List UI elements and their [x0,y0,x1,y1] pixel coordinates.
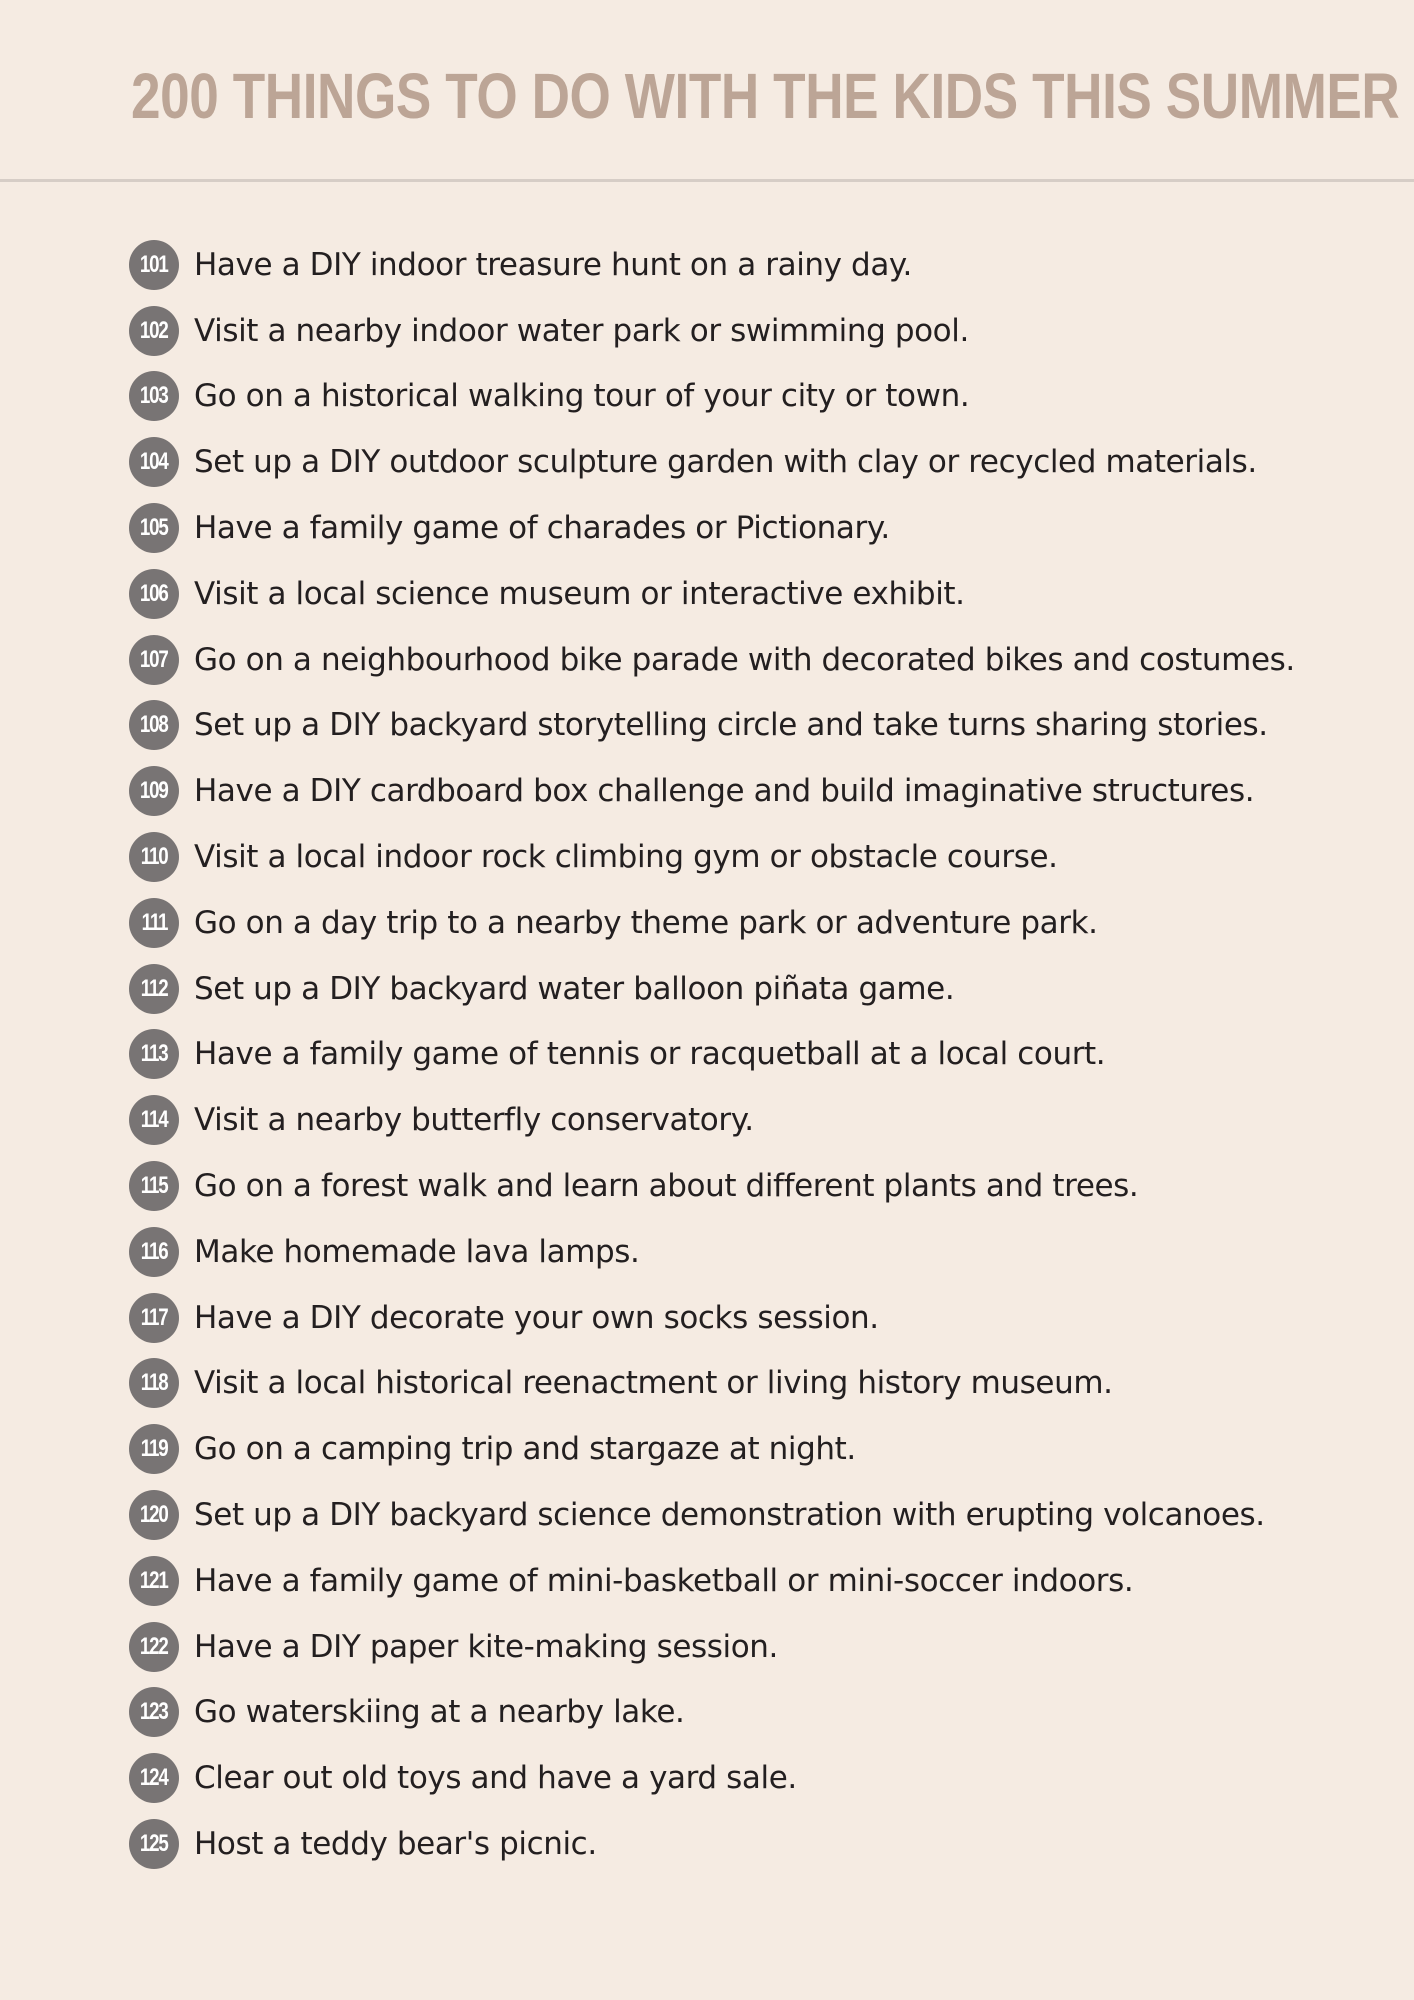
item-text: Have a DIY cardboard box challenge and build imaginative structures. [194,773,1255,810]
list-item [129,495,1295,561]
list-item [129,429,1295,495]
item-text: Have a family game of charades or Pictionary. [194,510,890,547]
list-item [129,693,1295,759]
item-number: 118 [140,1369,168,1397]
list-item [129,1351,1295,1417]
item-text: Go on a camping trip and stargaze at night. [194,1431,856,1468]
number-badge [129,1227,179,1277]
page-title: 200 THINGS TO DO WITH THE KIDS THIS SUMMER [131,60,1400,132]
item-text: Go on a historical walking tour of your city or town. [194,378,970,415]
item-number: 108 [140,711,168,739]
item-text: Visit a nearby indoor water park or swimming pool. [194,312,969,349]
list-item [129,824,1295,890]
item-number: 125 [140,1830,168,1858]
item-text: Host a teddy bear's picnic. [194,1826,597,1863]
list-item [129,561,1295,627]
item-number: 122 [140,1632,168,1660]
number-badge [129,635,179,685]
list-item [129,1285,1295,1351]
item-text: Set up a DIY backyard storytelling circle and take turns sharing stories. [194,707,1268,744]
item-text: Have a family game of tennis or racquetball at a local court. [194,1036,1106,1073]
item-text: Have a family game of mini-basketball or mini-soccer indoors. [194,1562,1134,1599]
item-text: Go on a neighbourhood bike parade with decorated bikes and costumes. [194,641,1295,678]
list-item [129,627,1295,693]
item-number: 116 [140,1237,168,1265]
item-number: 106 [140,579,168,607]
item-text: Set up a DIY outdoor sculpture garden with clay or recycled materials. [194,444,1257,481]
item-text: Set up a DIY backyard science demonstration with erupting volcanoes. [194,1497,1265,1534]
number-badge [129,503,179,553]
item-text: Visit a local science museum or interactive exhibit. [194,575,965,612]
item-number: 103 [140,382,168,410]
item-number: 110 [140,843,168,871]
list-item [129,1811,1295,1877]
list-item [129,1087,1295,1153]
number-badge [129,1490,179,1540]
header-divider [0,179,1414,182]
list-item [129,1680,1295,1746]
list-item [129,298,1295,364]
number-badge [129,1819,179,1869]
list-item [129,1153,1295,1219]
list-item [129,956,1295,1022]
item-number: 104 [140,448,168,476]
item-number: 123 [140,1698,168,1726]
item-number: 109 [140,777,168,805]
list-item [129,1416,1295,1482]
number-badge [129,1161,179,1211]
item-text: Go on a forest walk and learn about different plants and trees. [194,1168,1139,1205]
number-badge [129,832,179,882]
list-item [129,232,1295,298]
number-badge [129,1753,179,1803]
item-number: 119 [140,1435,168,1463]
number-badge [129,1556,179,1606]
item-number: 121 [140,1566,168,1594]
item-number: 101 [140,250,168,278]
item-number: 107 [140,645,168,673]
list-item [129,1022,1295,1088]
number-badge [129,1424,179,1474]
number-badge [129,1095,179,1145]
list-item [129,890,1295,956]
item-text: Have a DIY decorate your own socks session. [194,1299,879,1336]
number-badge [129,1622,179,1672]
number-badge [129,240,179,290]
item-number: 114 [140,1106,168,1134]
list-item [129,1482,1295,1548]
item-text: Set up a DIY backyard water balloon piñata game. [194,970,955,1007]
item-text: Visit a local indoor rock climbing gym or obstacle course. [194,839,1058,876]
number-badge [129,1687,179,1737]
number-badge [129,1358,179,1408]
list-item [129,1219,1295,1285]
item-text: Visit a nearby butterfly conservatory. [194,1102,754,1139]
item-text: Have a DIY paper kite-making session. [194,1628,778,1665]
list-item [129,1614,1295,1680]
number-badge [129,766,179,816]
item-number: 115 [140,1172,168,1200]
number-badge [129,898,179,948]
item-number: 124 [140,1764,168,1792]
item-text: Make homemade lava lamps. [194,1233,640,1270]
item-number: 102 [140,316,168,344]
page-header [0,0,1414,180]
number-badge [129,437,179,487]
number-badge [129,371,179,421]
number-badge [129,569,179,619]
item-text: Have a DIY indoor treasure hunt on a rainy day. [194,246,912,283]
list-item [129,758,1295,824]
number-badge [129,700,179,750]
number-badge [129,306,179,356]
item-number: 113 [140,1040,168,1068]
item-number: 105 [140,514,168,542]
list-item [129,364,1295,430]
item-number: 117 [140,1303,168,1331]
item-number: 120 [140,1501,168,1529]
list-item [129,1548,1295,1614]
item-text: Go waterskiing at a nearby lake. [194,1694,685,1731]
activity-list [129,232,1295,1877]
item-text: Go on a day trip to a nearby theme park or adventure park. [194,904,1098,941]
item-number: 111 [141,908,167,936]
number-badge [129,964,179,1014]
item-text: Visit a local historical reenactment or living history museum. [194,1365,1113,1402]
item-number: 112 [140,974,168,1002]
number-badge [129,1293,179,1343]
item-text: Clear out old toys and have a yard sale. [194,1760,797,1797]
number-badge [129,1029,179,1079]
list-item [129,1745,1295,1811]
